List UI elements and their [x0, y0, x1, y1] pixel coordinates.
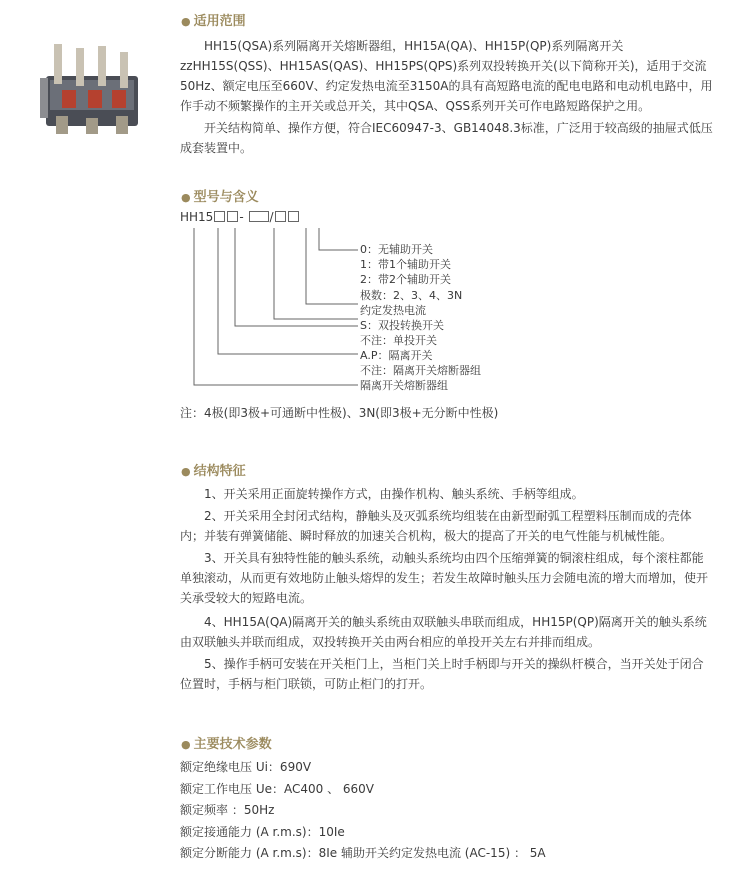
section-title-structure: ● 结构特征 — [181, 464, 246, 479]
param-line: 额定工作电压 Ue：AC400 、 660V — [180, 782, 375, 796]
legend-item: 不注：隔离开关熔断器组 — [360, 364, 481, 377]
structure-item-4: 4、HH15A(QA)隔离开关的触头系统由双联触头串联而组成，HH15P(QP)隔离开关的触头系统由双联触头并联而组成，双投转换开关由两台相应的单投开关左右并排而组成。 — [180, 615, 707, 649]
legend-item: 极数：2、3、4、3N — [360, 289, 463, 302]
model-note: 注：4极(即3极+可通断中性极)、3N(即3极+无分断中性极) — [180, 406, 499, 420]
legend-item: 约定发热电流 — [360, 304, 426, 317]
bullet-icon: ● — [181, 15, 191, 28]
bullet-icon: ● — [181, 465, 191, 478]
legend-item: 1：带1个辅助开关 — [360, 258, 451, 271]
bullet-icon: ● — [181, 738, 191, 751]
bullet-icon: ● — [181, 191, 191, 204]
code-box — [249, 211, 269, 222]
code-box — [288, 211, 299, 222]
param-line: 额定分断能力 (A r.m.s)：8Ie 辅助开关约定发热电流 (AC-15) ： 5A — [180, 846, 546, 860]
model-diagram-lines — [180, 222, 380, 394]
scope-paragraph-1: HH15(QSA)系列隔离开关熔断器组，HH15A(QA)、HH15P(QP)系列隔离开关zzHH15S(QSS)、HH15AS(QAS)、HH15PS(QPS)系列双投转换开关(以下简称开关)，适用于交流50Hz、额定电压至660V、约定发热电流至3150A的具有高短路电流的配电电路和电动机电路中，用作手动不频繁操作的主开关或总开关，其中QSA、QSS系列开关可作电路短路保护之用。 — [180, 39, 713, 113]
section-title-model: ● 型号与含义 — [181, 190, 259, 205]
legend-item: A.P：隔离开关 — [360, 349, 433, 362]
param-line: 额定接通能力 (A r.m.s)：10Ie — [180, 825, 345, 839]
code-box — [275, 211, 286, 222]
legend-item: 隔离开关熔断器组 — [360, 379, 448, 392]
code-box — [214, 211, 225, 222]
product-photo — [36, 38, 148, 138]
model-prefix: HH15 — [180, 210, 214, 224]
structure-item-3: 3、开关具有独特性能的触头系统，动触头系统均由四个压缩弹簧的铜滚柱组成，每个滚柱都能单独滚动，从而更有效地防止触头熔焊的发生；若发生故障时触头压力会随电流的增大而增加，使开关承受较大的短路电流。 — [180, 551, 709, 605]
param-line: 额定频率 ：50Hz — [180, 803, 275, 817]
scope-paragraph-2: 开关结构简单、操作方便，符合IEC60947-3、GB14048.3标准，广泛用于较高级的抽屉式低压成套装置中。 — [180, 121, 713, 155]
legend-item: 不注：单投开关 — [360, 334, 437, 347]
legend-item: 2：带2个辅助开关 — [360, 273, 451, 286]
structure-item-1: 1、开关采用正面旋转操作方式，由操作机构、触头系统、手柄等组成。 — [204, 487, 584, 501]
legend-item: S：双投转换开关 — [360, 319, 444, 332]
section-title-scope: ● 适用范围 — [181, 14, 246, 29]
structure-item-2: 2、开关采用全封闭式结构，静触头及灭弧系统均组装在由新型耐弧工程塑料压制而成的壳体内；并装有弹簧储能、瞬时释放的加速关合机构，极大的提高了开关的电气性能与机械性能。 — [180, 509, 692, 543]
structure-item-5: 5、操作手柄可安装在开关柜门上，当柜门关上时手柄即与开关的操纵杆模合，当开关处于闭合位置时，手柄与柜门联锁，可防止柜门的打开。 — [180, 657, 704, 691]
section-title-params: ● 主要技术参数 — [181, 737, 272, 752]
param-line: 额定绝缘电压 Ui：690V — [180, 760, 312, 774]
code-dash: - — [239, 210, 244, 224]
legend-item: 0：无辅助开关 — [360, 243, 433, 256]
code-box — [227, 211, 238, 222]
code-slash: / — [269, 210, 274, 224]
